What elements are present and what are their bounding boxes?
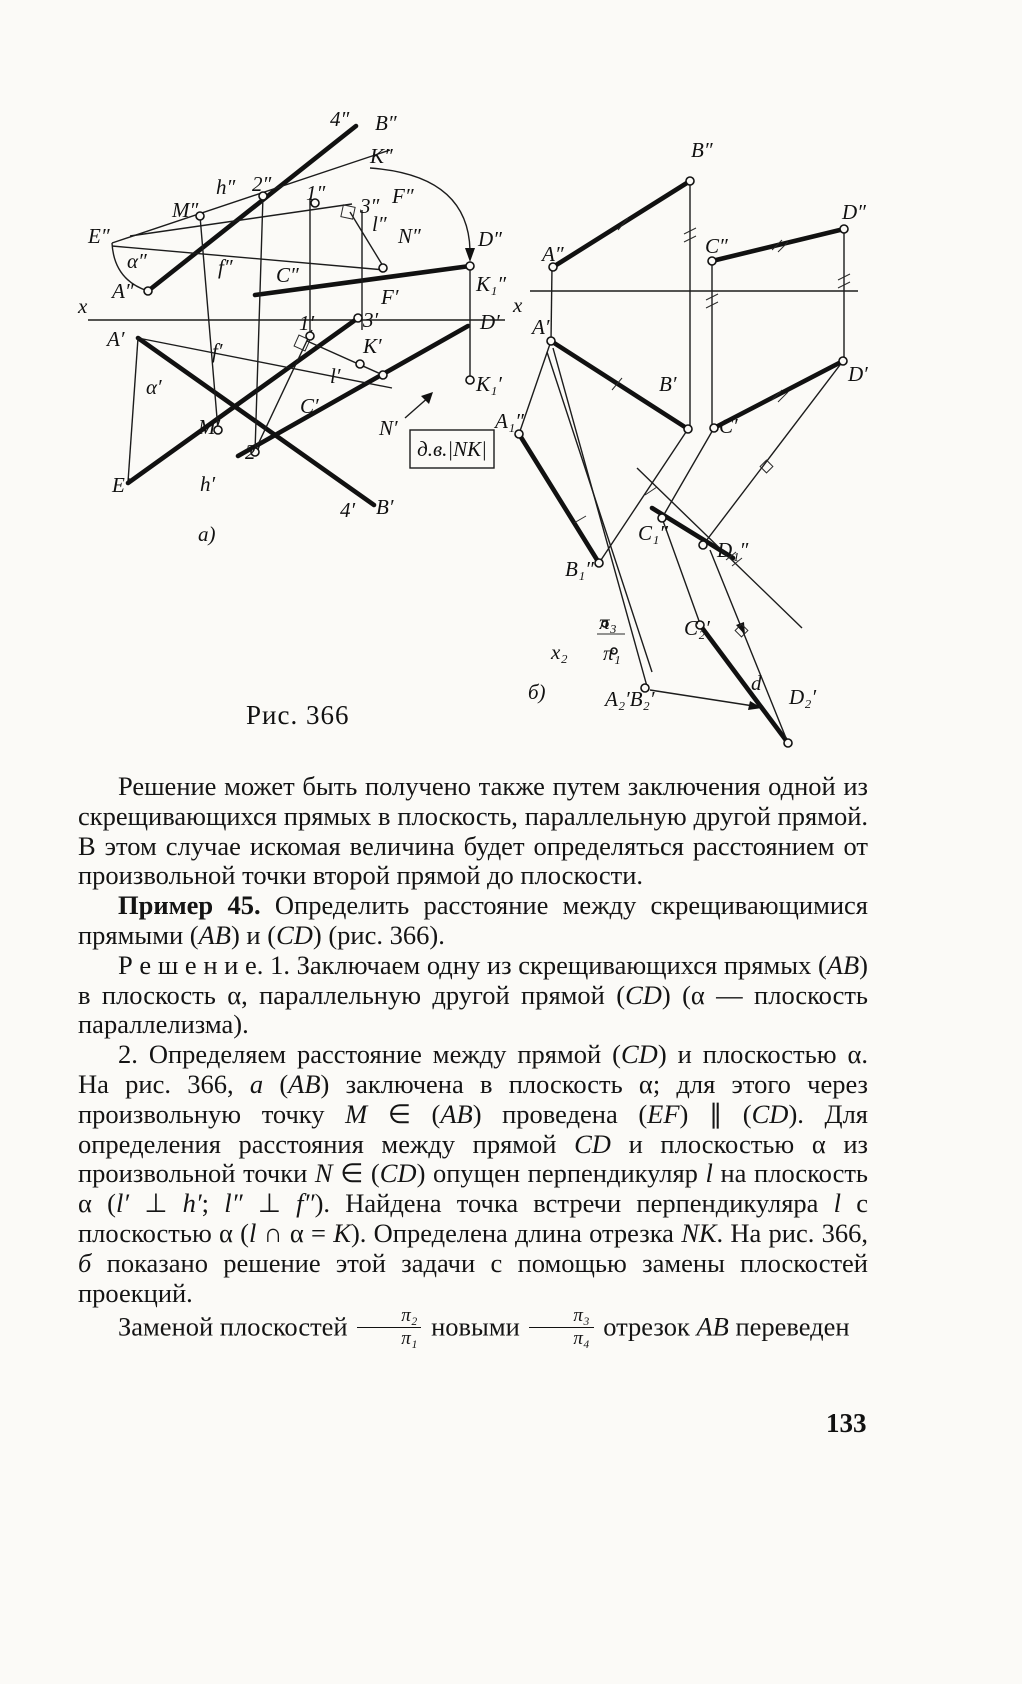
arrowhead-K1 xyxy=(465,248,475,262)
figure-label: E′ xyxy=(112,473,130,497)
figure-label: E″ xyxy=(88,224,110,248)
figure-label: d xyxy=(751,671,762,695)
figure-label: 2′ xyxy=(245,440,261,464)
paragraph-4: 2. Определяем расстояние между прямой (CD) и плоскостью α. На рис. 366, а (AB) заключена в плоскость α; для этого через произвольную точку M ∈ (AB) проведена (EF) ∥ (CD). Для определения расстояния между прямой CD и плоскостью α из произвольной точки N ∈ (CD) опущен перпендикуляр l на плоскость α (l′ ⊥ h′; l″ ⊥ f″). Найдена точка встречи перпендикуляра l с плоскостью α (l ∩ α = K). Определена длина отрезка NK. На рис. 366, б показано решение этой задачи с помощью замены плоскостей проекций. xyxy=(78,1039,869,1308)
figure-label: K₁′ xyxy=(476,372,502,396)
text-block xyxy=(78,772,868,1351)
figure-label: B₁″ xyxy=(565,557,594,581)
page-number: 133 xyxy=(826,1408,867,1438)
figure-label: D″ xyxy=(842,200,866,224)
figure-label: A₂′B₂′ xyxy=(605,687,655,711)
figure-label: N′ xyxy=(379,416,398,440)
figure-label: x₂ xyxy=(551,640,568,664)
figure-label: б) xyxy=(528,680,546,704)
figure-label: 1″ xyxy=(306,181,326,205)
figure-label: A₁″ xyxy=(495,409,524,433)
figure-label: D′ xyxy=(480,310,500,334)
segment-AB-front-b xyxy=(553,181,690,267)
connector-M xyxy=(200,216,218,430)
figure-label: а) xyxy=(198,522,216,546)
figure-label: D₁″ xyxy=(717,538,749,562)
figure-label: α′ xyxy=(146,375,162,399)
figure-label: M′ xyxy=(198,415,221,439)
figure-label: π₁ xyxy=(603,641,621,665)
connector-A xyxy=(551,267,552,341)
right-angle-mark-front xyxy=(341,205,355,219)
connector-2 xyxy=(255,196,263,452)
figure-label: F′ xyxy=(381,285,399,309)
figure-label: C′ xyxy=(719,414,738,438)
figure-label: B′ xyxy=(376,495,394,519)
figure-label: M″ xyxy=(172,198,199,222)
figure-label: A″ xyxy=(542,242,564,266)
figure-label: D₂′ xyxy=(789,685,817,709)
distance-d-line xyxy=(650,690,760,707)
figure-label: C₁″ xyxy=(638,521,669,545)
ray-D2 xyxy=(710,550,788,743)
figure-label: A″ xyxy=(112,279,134,303)
pi-fraction: $\frac{\text{π₃}}{\text{π₄}}$ xyxy=(529,1306,593,1349)
figure-label: F″ xyxy=(392,184,414,208)
figure-label: h′ xyxy=(200,472,216,496)
line-h-top xyxy=(253,330,312,455)
line-h-front xyxy=(130,204,352,236)
figure-label: B″ xyxy=(691,138,713,162)
figure-label: A′ xyxy=(107,327,125,351)
figure-label: D″ xyxy=(478,227,502,251)
figure-label: 2″ xyxy=(252,172,272,196)
figure-label: D′ xyxy=(848,362,868,386)
figure-label: l′ xyxy=(330,364,341,388)
figure-label: K″ xyxy=(370,144,393,168)
line-AE-top xyxy=(128,338,138,482)
paragraph-3: Р е ш е н и е. 1. Заключаем одну из скрещивающихся прямых (AB) в плоскость α, параллельную другой прямой (CD) (α — плоскость параллелизма). xyxy=(78,949,869,1040)
figure-label: K₁″ xyxy=(476,272,507,296)
figure-label: B″ xyxy=(375,111,397,135)
true-length-note: д.в.|NK| xyxy=(417,437,487,461)
figure-label: C₂′ xyxy=(684,616,710,640)
pi-fraction: $\frac{\text{π₂}}{\text{π₁}}$ xyxy=(357,1306,421,1349)
figure-label: 1′ xyxy=(299,311,315,335)
figure-label: 4″ xyxy=(330,107,350,131)
figure-label: B′ xyxy=(659,372,677,396)
figure-label: f′ xyxy=(212,339,223,363)
figure-label: A′ xyxy=(532,315,550,339)
figure-label: C′ xyxy=(300,394,319,418)
ray-C1 xyxy=(662,428,714,518)
diagram-a xyxy=(88,126,505,505)
paragraph-1: Решение может быть получено также путем заключения одной из скрещивающихся прямых в плоскость, параллельную другой прямой. В этом случае искомая величина будет определяться расстоянием от произвольной точки второй прямой до плоскости. xyxy=(78,771,868,891)
segment-CD-front-b xyxy=(712,229,844,261)
figure-label: x xyxy=(78,294,88,318)
figure-label: C″ xyxy=(705,234,728,258)
figure-label: l″ xyxy=(372,212,387,236)
figure-label: K′ xyxy=(363,334,382,358)
figure-label: α″ xyxy=(127,249,147,273)
figure-label: 3′ xyxy=(363,308,379,332)
ray-A2 xyxy=(553,348,648,690)
figure-label: C″ xyxy=(276,263,299,287)
figure-label: N″ xyxy=(398,224,421,248)
line-EK-front xyxy=(112,150,390,243)
figure-label: 3″ xyxy=(360,194,380,218)
paragraph-2: Пример 45. Определить расстояние между скрещивающимися прямыми (AB) и (CD) (рис. 366). xyxy=(78,890,868,950)
figure-label: x xyxy=(513,293,523,317)
line-f-front xyxy=(112,246,385,270)
figure-label: h″ xyxy=(216,175,236,199)
segment-AB-new1 xyxy=(519,434,599,563)
figure-366 xyxy=(0,0,1022,760)
paragraph-5: Заменой плоскостей $\frac{\text{π₂}}{\text{π₁}}$ новыми $\frac{\text{π₃}}{\text{π₄}}$ отрезок AB переведен xyxy=(118,1305,850,1350)
ray-D1 xyxy=(703,361,843,545)
segment-CD-new2 xyxy=(700,625,788,743)
figure-label: 4′ xyxy=(340,498,356,522)
figure-caption: Рис. 366 xyxy=(246,700,350,730)
figure-label: f″ xyxy=(218,255,233,279)
figure-label: π₃ xyxy=(599,610,617,634)
